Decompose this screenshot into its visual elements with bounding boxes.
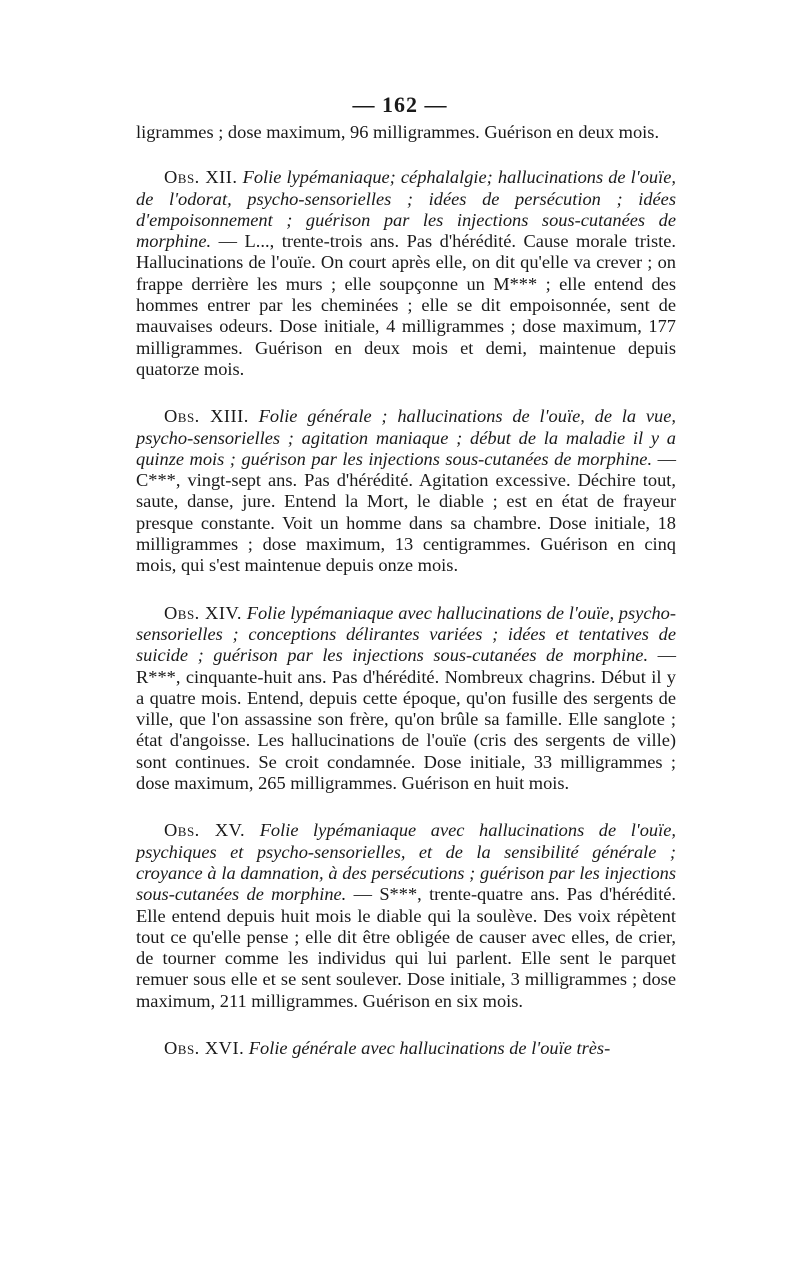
observation-title: Folie lypémaniaque avec hallucinations de l'ouïe, psycho-sensorielles ; conceptions délirantes variées ; idées et tentatives de suicide ; guérison par les injections sous-cutanées de morphine. xyxy=(136,602,676,666)
observation-label: Obs. XVI. xyxy=(164,1037,245,1058)
observation-text: — R***, cinquante-huit ans. Pas d'hérédité. Nombreux chagrins. Début il y a quatre mois. Entend, depuis cette époque, qu'on fusille des sergents de ville, que l'on assassine son frère, qu'on brûle sa famille. Elle sanglote ; état d'angoisse. Les hallucinations de l'ouïe (cris des sergents de ville) sont continues. Se croit condamnée. Dose initiale, 33 milligrammes ; dose maximum, 265 milligrammes. Guérison en huit mois. xyxy=(136,645,676,794)
observation-text: — S***, trente-quatre ans. Pas d'hérédité. Elle entend depuis huit mois le diable qui la soulève. Des voix répètent tout ce qu'elle pense ; elle dit être obligée de causer avec elles, de crier, de tourner comme les individus qui lui parlent. Elle sent le parquet remuer sous elle et se sent soulever. Dose initiale, 3 milligrammes ; dose maximum, 211 milligrammes. Guérison en six mois. xyxy=(136,884,676,1011)
observation-15 xyxy=(136,820,676,1012)
observation-text: — C***, vingt-sept ans. Pas d'hérédité. Agitation excessive. Déchire tout, saute, danse, jure. Entend la Mort, le diable ; est en état de frayeur presque constante. Voit un homme dans sa chambre. Dose initiale, 18 milligrammes ; dose maximum, 13 centigrammes. Guérison en cinq mois, qui s'est maintenue depuis onze mois. xyxy=(136,448,676,576)
observation-16 xyxy=(136,1038,676,1059)
page-number: — 162 — xyxy=(352,92,448,117)
observation-label: Obs. XV. xyxy=(164,820,246,841)
observation-12 xyxy=(136,167,676,380)
page-body xyxy=(136,122,676,1059)
observation-13 xyxy=(136,406,676,576)
observation-14 xyxy=(136,603,676,795)
observation-title: Folie générale ; hallucinations de l'ouïe, de la vue, psycho-sensorielles ; agitation maniaque ; début de la maladie il y a quinze mois ; guérison par les injections sous-cutanées de morphine. xyxy=(136,406,677,469)
observation-label: Obs. XII. xyxy=(164,167,238,188)
continuation-paragraph: ligrammes ; dose maximum, 96 milligrammes. Guérison en deux mois. xyxy=(136,122,660,142)
observation-label: Obs. XIV. xyxy=(164,602,242,623)
observation-title: Folie lypémaniaque avec hallucinations de l'ouïe, psychiques et psycho-sensorielles, et de la sensibilité générale ; croyance à la damnation, à des persécutions ; guérison par les injections sous-cutanées de morphine. xyxy=(136,820,676,905)
observation-label: Obs. XIII. xyxy=(164,406,249,427)
observation-title: Folie générale avec hallucinations de l'ouïe très- xyxy=(248,1037,611,1058)
observation-text: — L..., trente-trois ans. Pas d'hérédité. Cause morale triste. Hallucinations de l'ouïe. On court après elle, on dit qu'elle va crever ; on frappe derrière les murs ; elle soupçonne un M*** ; elle entend des hommes entrer par les cheminées ; elle se dit empoisonnée, sent de mauvaises odeurs. Dose initiale, 4 milligrammes ; dose maximum, 177 milligrammes. Guérison en deux mois et demi, maintenue depuis quatorze mois. xyxy=(136,231,676,379)
observation-title: Folie lypémaniaque; céphalalgie; hallucinations de l'ouïe, de l'odorat, psycho-sensorielles ; idées de persécution ; idées d'empoisonnement ; guérison par les injections sous-cutanées de morphine. xyxy=(136,167,676,252)
